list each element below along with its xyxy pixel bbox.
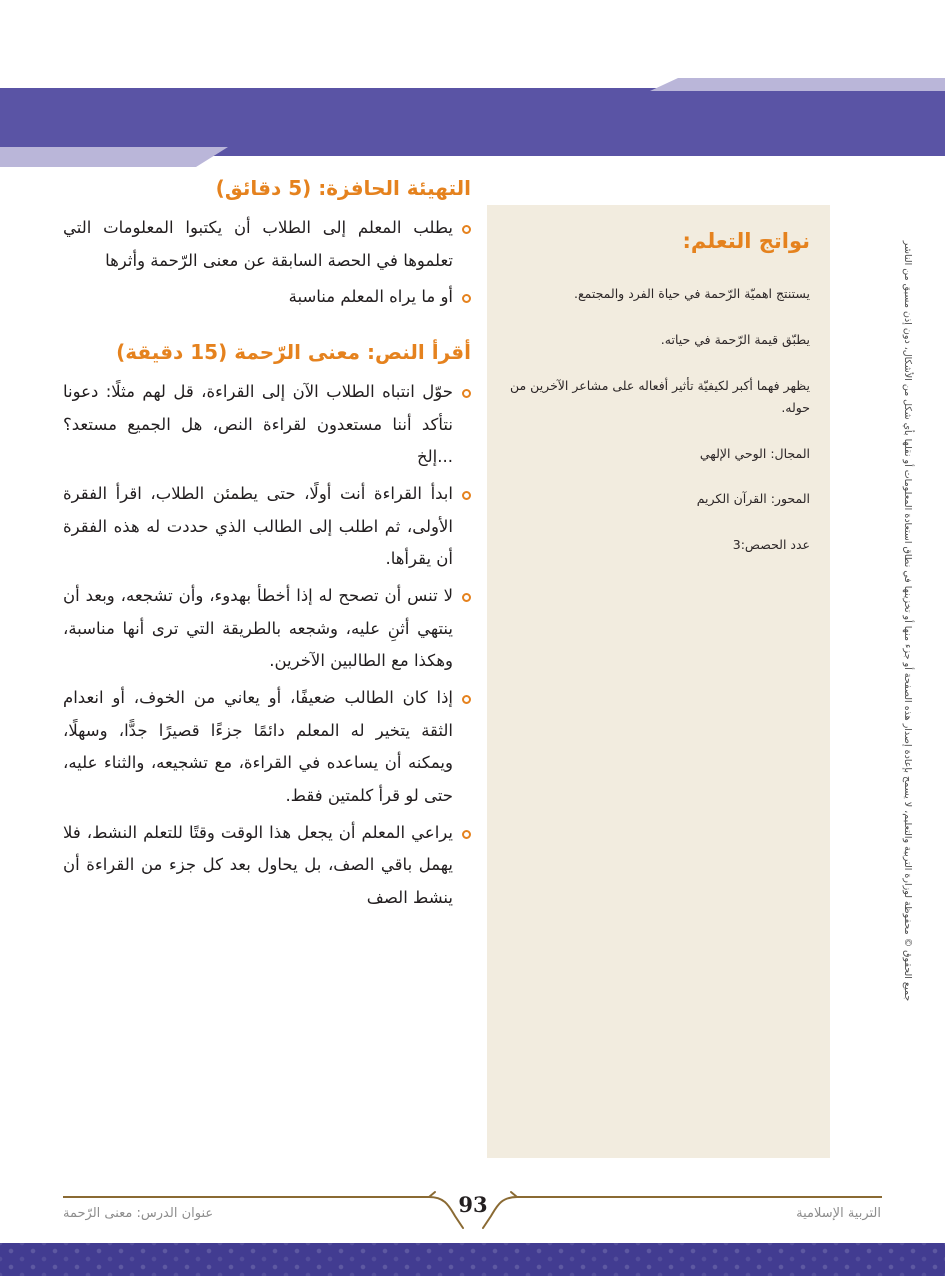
bullet-item	[63, 376, 471, 474]
header-band-accent-bottom-left	[0, 147, 228, 167]
bottom-ornament-band	[0, 1243, 945, 1276]
learning-outcome-item: يستنتج اهميّة الرّحمة في حياة الفرد والمجتمع.	[573, 286, 810, 301]
section-read-text	[63, 340, 471, 915]
bullet-circle-icon	[462, 695, 471, 704]
copyright-notice: جميع الحقوق © محفوظة لوزارة التربية والتعليم، لا يسمح بإعادة إصدار هذه الصفحة أو جزء منها أو تخزينها في نطاق استعادة المعلومات أو نقلها بأي شكل من الأشكال، دون إذن مسبق من الناشر	[902, 240, 913, 1002]
footer-subject: التربية الإسلامية	[796, 1206, 881, 1221]
bullet-circle-icon	[462, 830, 471, 839]
header-band-accent-top-right	[650, 78, 945, 91]
bullet-circle-icon	[462, 225, 471, 234]
bullet-text: إذا كان الطالب ضعيفًا، أو يعاني من الخوف، أو انعدام الثقة يتخير له المعلم دائمًا جزءًا قصيرًا جدًّا، وسهلًا، ويمكنه أن يساعده في القراءة، مع تشجيعه، والثناء عليه، حتى لو قرأ كلمتين فقط.	[63, 687, 453, 805]
lesson-body	[63, 176, 471, 918]
footer-rule-left	[63, 1196, 393, 1198]
bullet-item	[63, 817, 471, 915]
bullet-circle-icon	[462, 389, 471, 398]
bullet-item	[63, 281, 471, 314]
section-heading-warmup: التهيئة الحافزة: (5 دقائق)	[215, 176, 471, 200]
field-domain-line: المجال: الوحي الإلهي	[699, 445, 810, 461]
bullet-circle-icon	[462, 294, 471, 303]
bullet-item	[63, 580, 471, 678]
learning-outcome-item: يطبّق قيمة الرّحمة في حياته.	[660, 331, 810, 347]
bullet-text: لا تنس أن تصحح له إذا أخطأ بهدوء، وأن تشجعه، وبعد أن ينتهي أثنِ عليه، وشجعه بالطريقة التي ترى أنها مناسبة، وهكذا مع الطالبين الآخرين.	[63, 585, 453, 671]
learning-outcomes-panel	[487, 205, 830, 1158]
bullet-circle-icon	[462, 491, 471, 500]
header-band	[0, 88, 945, 156]
bullet-item	[63, 212, 471, 277]
learning-outcome-item: يظهر فهما أكبر لكيفيّة تأثير أفعاله على مشاعر الآخرين من حوله.	[510, 377, 810, 415]
bullet-circle-icon	[462, 593, 471, 602]
axis-line: المحور: القرآن الكريم	[696, 491, 810, 507]
learning-outcomes-title: نواتج التعلم:	[682, 229, 810, 253]
bullet-text: أو ما يراه المعلم مناسبة	[288, 287, 453, 307]
bullet-text: حوّل انتباه الطلاب الآن إلى القراءة، قل لهم مثلًا: دعونا نتأكد أننا مستعدون لقراءة النص، هل الجميع مستعد؟ ...إلخ	[63, 381, 453, 467]
page-number: 93	[458, 1192, 488, 1217]
bullet-text: يراعي المعلم أن يجعل هذا الوقت وقتًا للتعلم النشط، فلا يهمل باقي الصف، بل يحاول بعد كل جزء من القراءة أن ينشط الصف	[63, 822, 453, 907]
footer-lesson-title: عنوان الدرس: معنى الرّحمة	[63, 1206, 214, 1221]
bullet-item	[63, 682, 471, 813]
footer-rule-right	[553, 1196, 882, 1198]
lessons-count-line: عدد الحصص:3	[732, 537, 810, 553]
bullet-text: يطلب المعلم إلى الطلاب أن يكتبوا المعلومات التي تعلموها في الحصة السابقة عن معنى الرّحمة وأثرها	[63, 218, 453, 270]
bullet-item	[63, 478, 471, 576]
section-heading-read-text: أقرأ النص: معنى الرّحمة (15 دقيقة)	[116, 339, 471, 364]
section-warmup	[63, 176, 471, 314]
bullet-text: ابدأ القراءة أنت أولًا، حتى يطمئن الطلاب، اقرأ الفقرة الأولى، ثم اطلب إلى الطالب الذي حددت له هذه الفقرة أن يقرأها.	[63, 483, 453, 569]
